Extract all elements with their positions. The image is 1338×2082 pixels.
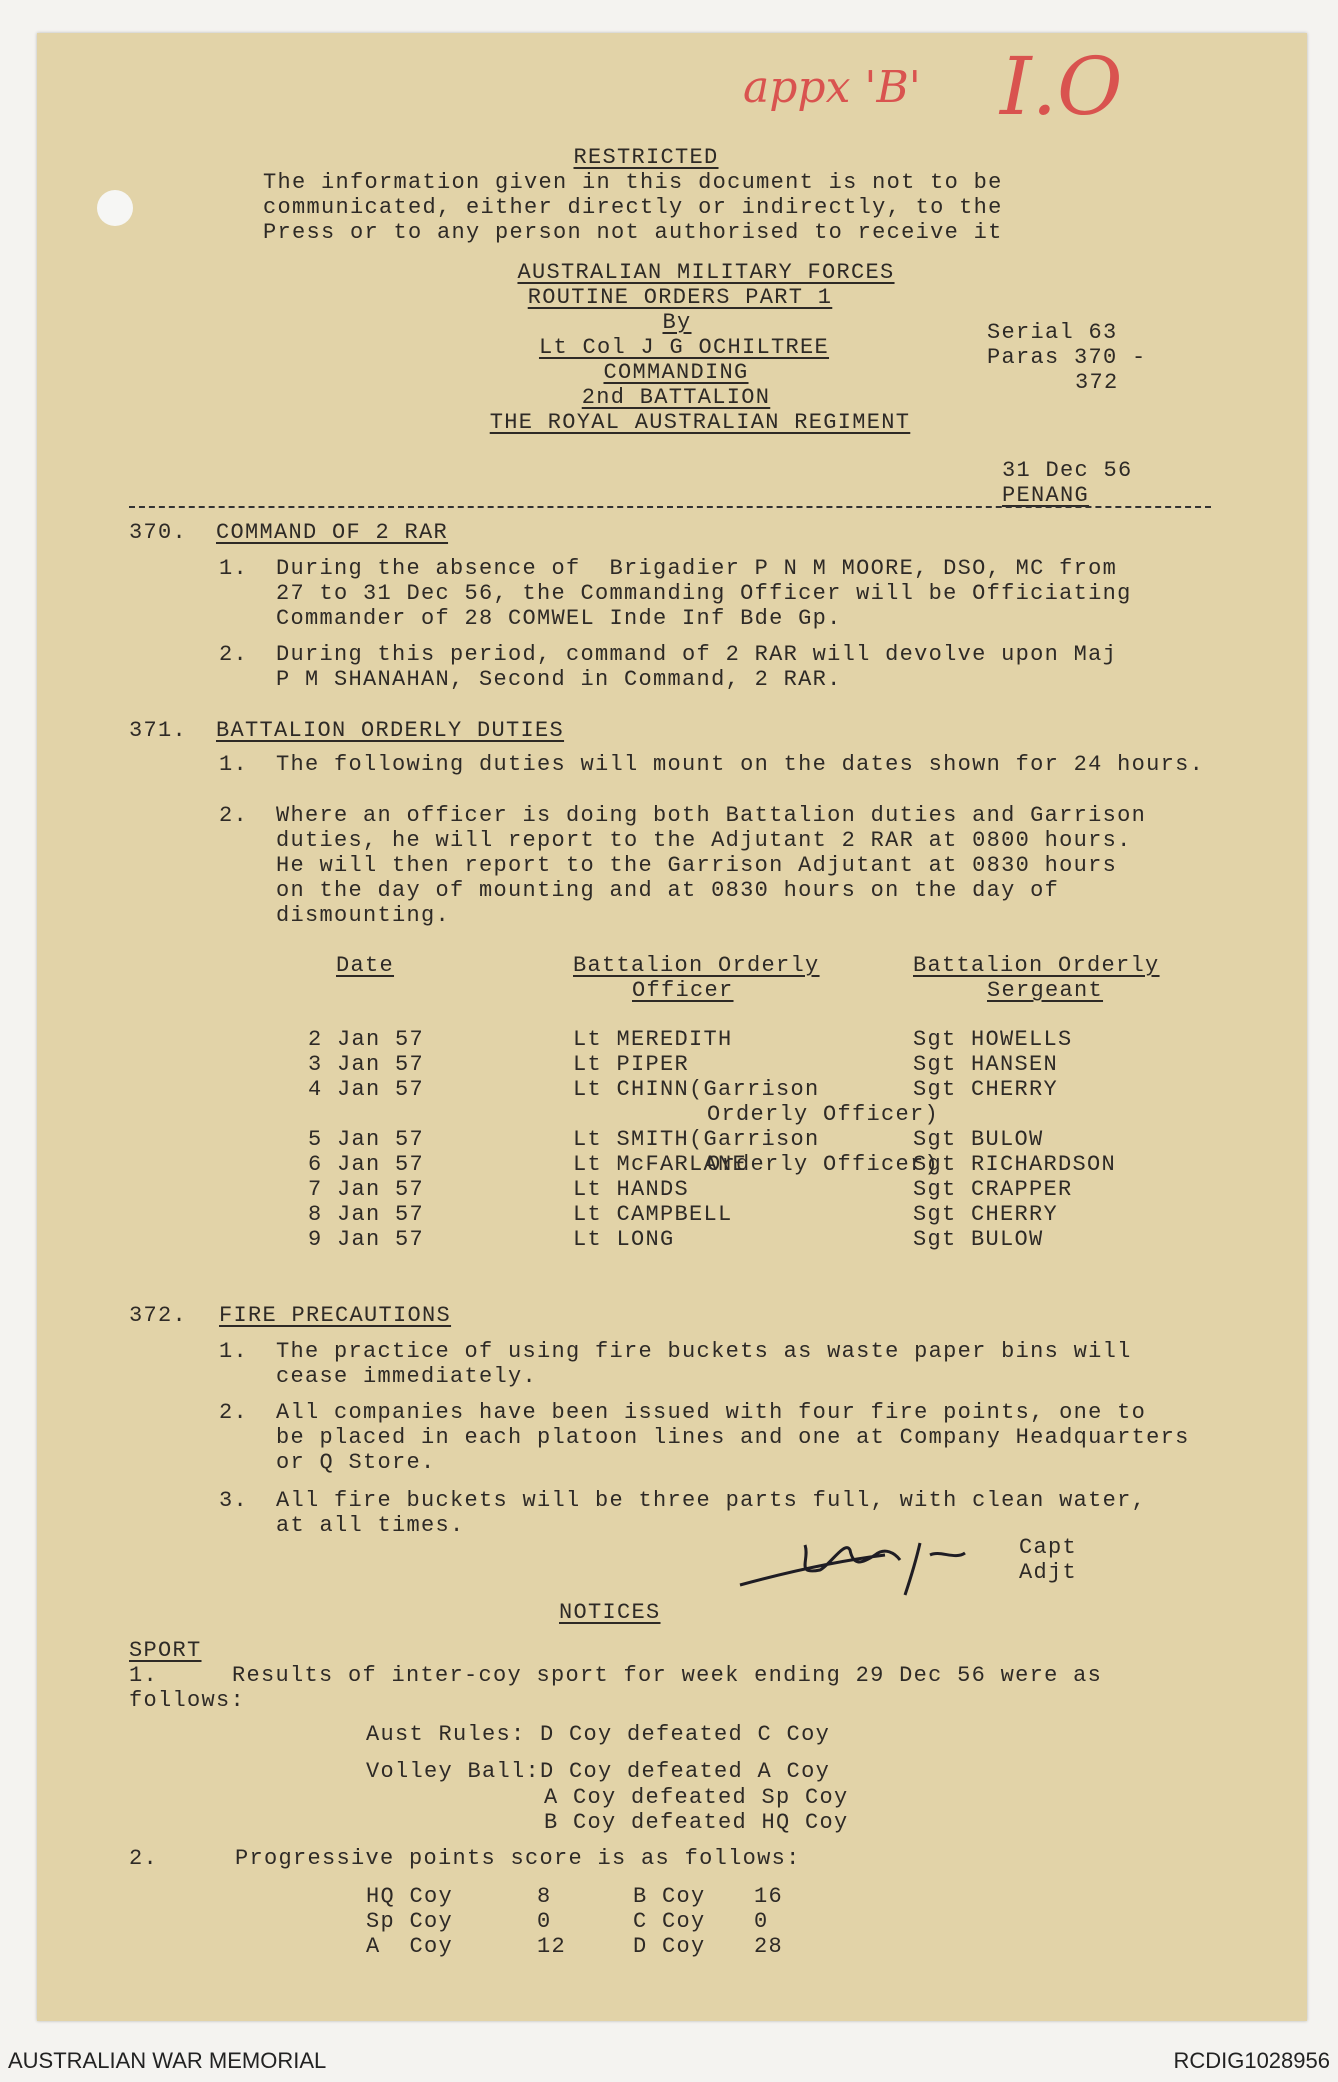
row-officer: Lt CHINN(Garrison: [573, 1077, 820, 1102]
title-line: COMMANDING: [603, 360, 749, 385]
score-points: 28: [754, 1934, 784, 1959]
title-line: By: [662, 310, 692, 335]
score-team: C Coy: [633, 1909, 706, 1934]
paras: Paras 370 -: [987, 345, 1147, 370]
row-sergeant: Sgt HANSEN: [913, 1052, 1059, 1077]
punch-hole: [97, 190, 133, 226]
item-text: on the day of mounting and at 0830 hours on the day of: [276, 878, 1060, 903]
score-points: 8: [537, 1884, 552, 1909]
row-officer: Lt McFARLANE: [573, 1152, 748, 1177]
signature: [735, 1525, 1020, 1600]
item-number: 1.: [219, 556, 249, 581]
title-line: AUSTRALIAN MILITARY FORCES: [517, 260, 895, 285]
row-sergeant: Sgt CHERRY: [913, 1202, 1059, 1227]
handwritten-annotation-appx: appx 'B': [743, 62, 921, 113]
column-header-sergeant: Sergeant: [987, 978, 1104, 1003]
item-text: The practice of using fire buckets as waste paper bins will: [276, 1339, 1132, 1364]
item-number: 2.: [129, 1846, 159, 1871]
order-date: 31 Dec 56: [1002, 458, 1133, 483]
item-text: at all times.: [276, 1513, 465, 1538]
item-text: be placed in each platoon lines and one at Company Headquarters: [276, 1425, 1190, 1450]
divider: [129, 506, 1211, 508]
column-header-officer: Officer: [632, 978, 734, 1003]
item-text: P M SHANAHAN, Second in Command, 2 RAR.: [276, 667, 842, 692]
serial: Serial 63: [987, 320, 1118, 345]
item-text: All fire buckets will be three parts full, with clean water,: [276, 1488, 1147, 1513]
item-number: 1.: [129, 1663, 159, 1688]
row-officer: Lt MEREDITH: [573, 1027, 733, 1052]
item-text: During this period, command of 2 RAR will devolve upon Maj: [276, 642, 1118, 667]
row-date: 9 Jan 57: [308, 1227, 425, 1252]
score-points: 0: [537, 1909, 552, 1934]
score-points: 12: [537, 1934, 567, 1959]
item-text: Commander of 28 COMWEL Inde Inf Bde Gp.: [276, 606, 842, 631]
para-number: 371.: [129, 718, 188, 743]
restricted-label: RESTRICTED: [573, 145, 719, 170]
result-line: Aust Rules: D Coy defeated C Coy: [366, 1722, 831, 1747]
footer-source: AUSTRALIAN WAR MEMORIAL: [8, 2048, 327, 2073]
para-number: 370.: [129, 520, 188, 545]
paras-end: 372: [1075, 370, 1119, 395]
item-text: dismounting.: [276, 903, 451, 928]
score-team: B Coy: [633, 1884, 706, 1909]
row-officer-continued: Orderly Officer): [707, 1152, 940, 1177]
column-header-date: Date: [336, 953, 395, 978]
para-number: 372.: [129, 1303, 188, 1328]
item-number: 1.: [219, 1339, 249, 1364]
item-text: Progressive points score is as follows:: [235, 1846, 801, 1871]
para-heading: COMMAND OF 2 RAR: [216, 520, 449, 545]
item-text: He will then report to the Garrison Adjutant at 0830 hours: [276, 853, 1118, 878]
notices-heading: NOTICES: [559, 1600, 661, 1625]
row-officer: Lt CAMPBELL: [573, 1202, 733, 1227]
item-number: 1.: [219, 752, 249, 777]
row-sergeant: Sgt HOWELLS: [913, 1027, 1073, 1052]
score-team: A Coy: [366, 1934, 454, 1959]
score-points: 0: [754, 1909, 769, 1934]
row-date: 2 Jan 57: [308, 1027, 425, 1052]
row-date: 3 Jan 57: [308, 1052, 425, 1077]
item-text: Where an officer is doing both Battalion duties and Garrison: [276, 803, 1147, 828]
item-text: cease immediately.: [276, 1364, 538, 1389]
row-sergeant: Sgt CRAPPER: [913, 1177, 1073, 1202]
column-header-sergeant: Battalion Orderly: [913, 953, 1160, 978]
title-line: THE ROYAL AUSTRALIAN REGIMENT: [489, 410, 911, 435]
row-sergeant: Sgt RICHARDSON: [913, 1152, 1117, 1177]
item-text: 27 to 31 Dec 56, the Commanding Officer will be Officiating: [276, 581, 1132, 606]
item-text: or Q Store.: [276, 1450, 436, 1475]
item-number: 3.: [219, 1488, 249, 1513]
item-text: During the absence of Brigadier P N M MOORE, DSO, MC from: [276, 556, 1118, 581]
row-date: 7 Jan 57: [308, 1177, 425, 1202]
item-text: duties, he will report to the Adjutant 2 RAR at 0800 hours.: [276, 828, 1132, 853]
handwritten-annotation-io: I.O: [1000, 40, 1123, 133]
row-officer-continued: Orderly Officer): [707, 1102, 940, 1127]
title-line: 2nd BATTALION: [581, 385, 771, 410]
item-number: 2.: [219, 642, 249, 667]
para-heading: FIRE PRECAUTIONS: [219, 1303, 452, 1328]
result-line: B Coy defeated HQ Coy: [544, 1810, 849, 1835]
warning-line: Press or to any person not authorised to receive it: [263, 220, 1003, 245]
order-place: PENANG: [1002, 483, 1090, 508]
score-team: Sp Coy: [366, 1909, 454, 1934]
item-number: 2.: [219, 1400, 249, 1425]
row-officer: Lt SMITH(Garrison: [573, 1127, 820, 1152]
row-date: 6 Jan 57: [308, 1152, 425, 1177]
signatory-role: Adjt: [1019, 1560, 1078, 1585]
para-heading: BATTALION ORDERLY DUTIES: [216, 718, 565, 743]
score-team: HQ Coy: [366, 1884, 454, 1909]
item-text: Results of inter-coy sport for week ending 29 Dec 56 were as: [232, 1663, 1103, 1688]
row-date: 8 Jan 57: [308, 1202, 425, 1227]
signatory-rank: Capt: [1019, 1535, 1078, 1560]
row-officer: Lt PIPER: [573, 1052, 690, 1077]
row-date: 4 Jan 57: [308, 1077, 425, 1102]
score-points: 16: [754, 1884, 784, 1909]
column-header-officer: Battalion Orderly: [573, 953, 820, 978]
row-sergeant: Sgt CHERRY: [913, 1077, 1059, 1102]
item-text: All companies have been issued with four fire points, one to: [276, 1400, 1147, 1425]
result-line: Volley Ball:D Coy defeated A Coy: [366, 1759, 831, 1784]
warning-line: communicated, either directly or indirectly, to the: [263, 195, 1003, 220]
result-line: A Coy defeated Sp Coy: [544, 1785, 849, 1810]
row-officer: Lt HANDS: [573, 1177, 690, 1202]
title-line: Lt Col J G OCHILTREE: [538, 335, 830, 360]
row-sergeant: Sgt BULOW: [913, 1127, 1044, 1152]
title-line: ROUTINE ORDERS PART 1: [527, 285, 833, 310]
footer-id: RCDIG1028956: [1173, 2048, 1330, 2073]
warning-line: The information given in this document is not to be: [263, 170, 1003, 195]
row-sergeant: Sgt BULOW: [913, 1227, 1044, 1252]
item-number: 2.: [219, 803, 249, 828]
sport-heading: SPORT: [129, 1638, 202, 1663]
item-text: The following duties will mount on the dates shown for 24 hours.: [276, 752, 1205, 777]
row-date: 5 Jan 57: [308, 1127, 425, 1152]
item-text: follows:: [129, 1688, 246, 1713]
score-team: D Coy: [633, 1934, 706, 1959]
row-officer: Lt LONG: [573, 1227, 675, 1252]
